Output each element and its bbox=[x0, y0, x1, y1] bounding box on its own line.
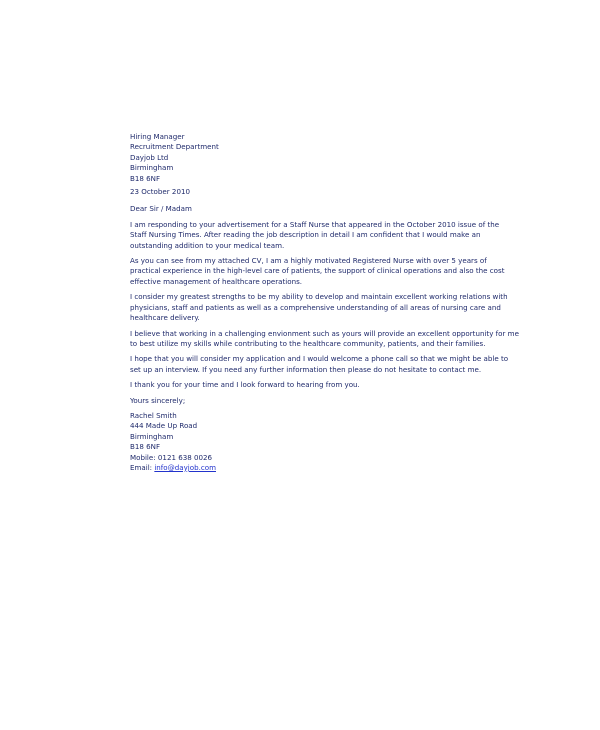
cover-letter bbox=[130, 132, 519, 473]
closing: Yours sincerely; bbox=[130, 395, 186, 405]
recipient-address bbox=[130, 132, 475, 184]
sender-address-line: 444 Made Up Road bbox=[130, 421, 198, 431]
paragraph-5: I hope that you will consider my application and I would welcome a phone call so that we might be able to set up an interview. If you need any further information then please do not hesitate to contact me. bbox=[130, 354, 509, 374]
sender-address-line: B18 6NF bbox=[130, 442, 161, 452]
recipient-line: B18 6NF bbox=[130, 173, 161, 183]
salutation: Dear Sir / Madam bbox=[130, 204, 192, 214]
paragraph-1: I am responding to your advertisement for a Staff Nurse that appeared in the October 2010 issue of the Staff Nursing Times. After reading the job description in detail I am confident that I would make an outstanding addition to your medical team. bbox=[130, 219, 500, 250]
recipient-line: Hiring Manager bbox=[130, 132, 185, 141]
sender-email-label: Email: bbox=[130, 462, 155, 472]
sender-mobile: Mobile: 0121 638 0026 bbox=[130, 452, 213, 462]
paragraph-6: I thank you for your time and I look forward to hearing from you. bbox=[130, 380, 360, 390]
sender-name: Rachel Smith bbox=[130, 410, 177, 420]
sender-details bbox=[130, 411, 475, 473]
sender-email-link[interactable]: info@dayjob.com bbox=[154, 462, 216, 472]
recipient-line: Birmingham bbox=[130, 163, 174, 173]
paragraph-3: I consider my greatest strengths to be my ability to develop and maintain excellent working relations with physicians, staff and patients as well as a comprehensive understanding of all areas of nursing care and healthcare delivery. bbox=[130, 292, 508, 323]
letter-date: 23 October 2010 bbox=[130, 187, 190, 197]
sender-email-row bbox=[130, 463, 475, 473]
paragraph-4: I believe that working in a challenging envionment such as yours will provide an excellent opportunity for me to best utilize my skills while contributing to the healthcare community, patients, and their families. bbox=[130, 328, 519, 348]
recipient-line: Dayjob Ltd bbox=[130, 152, 169, 162]
sender-address-line: Birmingham bbox=[130, 431, 174, 441]
paragraph-2: As you can see from my attached CV, I am a highly motivated Registered Nurse with over 5 years of practical experience in the high-level care of patients, the support of clinical operations and also the cost effective management of healthcare operations. bbox=[130, 256, 505, 286]
recipient-line: Recruitment Department bbox=[130, 142, 219, 152]
